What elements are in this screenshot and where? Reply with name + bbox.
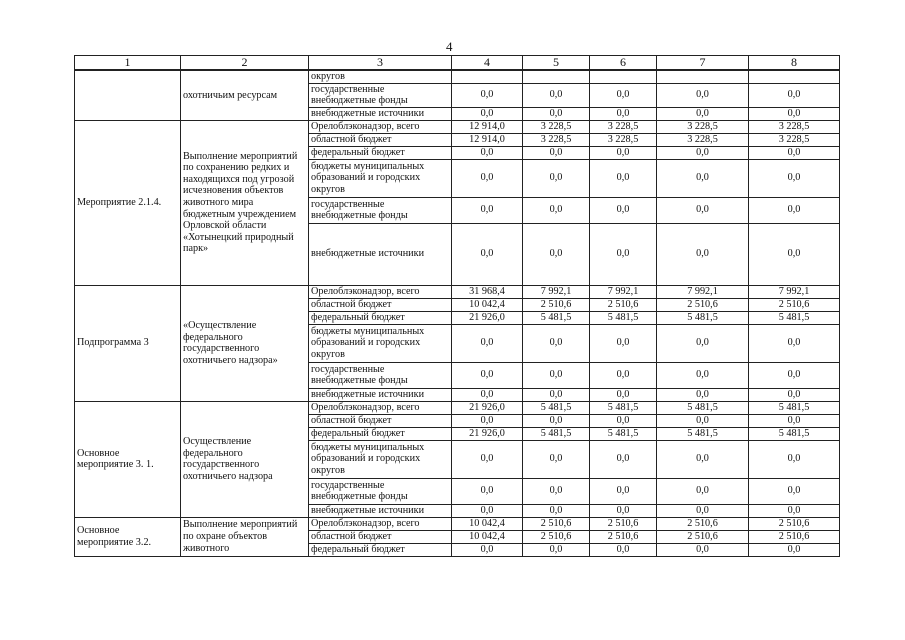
funding-source-cell: государственные внебюджетные фонды [309, 362, 452, 388]
funding-source-cell: Орелоблэконадзор, всего [309, 285, 452, 298]
amount-cell-col-4: 0,0 [452, 504, 523, 517]
funding-source-cell: бюджеты муниципальных образований и городских округов [309, 324, 452, 362]
amount-cell-col-6: 3 228,5 [590, 120, 657, 133]
header-col-1: 1 [75, 56, 181, 71]
funding-source-cell: областной бюджет [309, 530, 452, 543]
amount-cell-col-4 [452, 70, 523, 83]
program-name-cell: охотничьим ресурсам [181, 70, 309, 120]
amount-cell-col-4: 31 968,4 [452, 285, 523, 298]
header-col-5: 5 [523, 56, 590, 71]
amount-cell-col-8: 0,0 [749, 159, 840, 197]
amount-cell-col-7: 0,0 [657, 543, 749, 556]
amount-cell-col-4: 0,0 [452, 478, 523, 504]
amount-cell-col-8: 2 510,6 [749, 517, 840, 530]
amount-cell-col-5: 2 510,6 [523, 530, 590, 543]
table-row [75, 70, 840, 83]
amount-cell-col-8: 2 510,6 [749, 298, 840, 311]
amount-cell-col-6: 0,0 [590, 197, 657, 223]
funding-source-cell: внебюджетные источники [309, 107, 452, 120]
amount-cell-col-6: 5 481,5 [590, 311, 657, 324]
amount-cell-col-7: 2 510,6 [657, 530, 749, 543]
amount-cell-col-7: 0,0 [657, 197, 749, 223]
amount-cell-col-7: 0,0 [657, 324, 749, 362]
amount-cell-col-8 [749, 70, 840, 83]
header-col-4: 4 [452, 56, 523, 71]
amount-cell-col-6: 5 481,5 [590, 427, 657, 440]
amount-cell-col-7: 0,0 [657, 159, 749, 197]
amount-cell-col-7: 5 481,5 [657, 427, 749, 440]
header-col-6: 6 [590, 56, 657, 71]
amount-cell-col-5: 0,0 [523, 146, 590, 159]
amount-cell-col-4: 12 914,0 [452, 120, 523, 133]
program-code-cell: Основное мероприятие 3.2. [75, 517, 181, 556]
amount-cell-col-8: 3 228,5 [749, 120, 840, 133]
header-row [75, 56, 840, 71]
amount-cell-col-8: 0,0 [749, 362, 840, 388]
amount-cell-col-8: 0,0 [749, 324, 840, 362]
amount-cell-col-8: 0,0 [749, 543, 840, 556]
amount-cell-col-7: 0,0 [657, 478, 749, 504]
amount-cell-col-4: 0,0 [452, 324, 523, 362]
amount-cell-col-6: 0,0 [590, 362, 657, 388]
amount-cell-col-8: 5 481,5 [749, 311, 840, 324]
amount-cell-col-6 [590, 70, 657, 83]
amount-cell-col-8: 0,0 [749, 107, 840, 120]
funding-source-cell: внебюджетные источники [309, 504, 452, 517]
amount-cell-col-7: 2 510,6 [657, 298, 749, 311]
amount-cell-col-8: 0,0 [749, 83, 840, 107]
amount-cell-col-6: 0,0 [590, 83, 657, 107]
amount-cell-col-5: 0,0 [523, 440, 590, 478]
funding-source-cell: внебюджетные источники [309, 388, 452, 401]
amount-cell-col-4: 0,0 [452, 107, 523, 120]
header-col-2: 2 [181, 56, 309, 71]
amount-cell-col-5: 0,0 [523, 388, 590, 401]
amount-cell-col-5: 2 510,6 [523, 517, 590, 530]
amount-cell-col-5: 0,0 [523, 223, 590, 285]
amount-cell-col-7: 0,0 [657, 83, 749, 107]
funding-source-cell: государственные внебюджетные фонды [309, 197, 452, 223]
program-name-cell: «Осуществление федерального государственного охотничьего надзора» [181, 285, 309, 401]
amount-cell-col-5: 2 510,6 [523, 298, 590, 311]
amount-cell-col-7: 3 228,5 [657, 120, 749, 133]
amount-cell-col-5: 5 481,5 [523, 427, 590, 440]
table-body [75, 70, 840, 556]
funding-source-cell: государственные внебюджетные фонды [309, 478, 452, 504]
amount-cell-col-7: 0,0 [657, 388, 749, 401]
amount-cell-col-6: 0,0 [590, 388, 657, 401]
amount-cell-col-6: 0,0 [590, 223, 657, 285]
budget-table [74, 55, 840, 557]
amount-cell-col-5: 0,0 [523, 107, 590, 120]
amount-cell-col-7: 5 481,5 [657, 311, 749, 324]
funding-source-cell: округов [309, 70, 452, 83]
funding-source-cell: федеральный бюджет [309, 311, 452, 324]
amount-cell-col-5: 0,0 [523, 324, 590, 362]
amount-cell-col-5: 0,0 [523, 83, 590, 107]
amount-cell-col-5: 5 481,5 [523, 311, 590, 324]
amount-cell-col-6: 3 228,5 [590, 133, 657, 146]
amount-cell-col-6: 2 510,6 [590, 517, 657, 530]
amount-cell-col-5: 7 992,1 [523, 285, 590, 298]
amount-cell-col-7: 5 481,5 [657, 401, 749, 414]
amount-cell-col-7 [657, 70, 749, 83]
page-number: 4 [446, 39, 453, 54]
amount-cell-col-4: 21 926,0 [452, 311, 523, 324]
program-code-cell: Мероприятие 2.1.4. [75, 120, 181, 285]
amount-cell-col-8: 0,0 [749, 197, 840, 223]
amount-cell-col-5: 0,0 [523, 543, 590, 556]
amount-cell-col-6: 0,0 [590, 543, 657, 556]
funding-source-cell: Орелоблэконадзор, всего [309, 517, 452, 530]
amount-cell-col-6: 0,0 [590, 159, 657, 197]
amount-cell-col-7: 0,0 [657, 223, 749, 285]
funding-source-cell: Орелоблэконадзор, всего [309, 401, 452, 414]
amount-cell-col-4: 0,0 [452, 414, 523, 427]
amount-cell-col-6: 7 992,1 [590, 285, 657, 298]
program-code-cell: Подпрограмма 3 [75, 285, 181, 401]
amount-cell-col-4: 0,0 [452, 388, 523, 401]
amount-cell-col-8: 0,0 [749, 414, 840, 427]
amount-cell-col-5: 3 228,5 [523, 133, 590, 146]
amount-cell-col-4: 0,0 [452, 83, 523, 107]
amount-cell-col-4: 10 042,4 [452, 530, 523, 543]
amount-cell-col-5: 0,0 [523, 478, 590, 504]
funding-source-cell: федеральный бюджет [309, 146, 452, 159]
header-col-8: 8 [749, 56, 840, 71]
amount-cell-col-5: 0,0 [523, 504, 590, 517]
amount-cell-col-4: 10 042,4 [452, 517, 523, 530]
amount-cell-col-7: 3 228,5 [657, 133, 749, 146]
amount-cell-col-4: 10 042,4 [452, 298, 523, 311]
program-name-cell: Выполнение мероприятий по охране объектов животного [181, 517, 309, 556]
table-row [75, 285, 840, 298]
amount-cell-col-6: 0,0 [590, 324, 657, 362]
amount-cell-col-7: 7 992,1 [657, 285, 749, 298]
amount-cell-col-6: 0,0 [590, 440, 657, 478]
amount-cell-col-4: 0,0 [452, 197, 523, 223]
funding-source-cell: государственные внебюджетные фонды [309, 83, 452, 107]
amount-cell-col-8: 5 481,5 [749, 401, 840, 414]
funding-source-cell: федеральный бюджет [309, 543, 452, 556]
amount-cell-col-5: 3 228,5 [523, 120, 590, 133]
amount-cell-col-7: 2 510,6 [657, 517, 749, 530]
amount-cell-col-6: 2 510,6 [590, 530, 657, 543]
amount-cell-col-7: 0,0 [657, 146, 749, 159]
amount-cell-col-8: 0,0 [749, 388, 840, 401]
amount-cell-col-8: 0,0 [749, 440, 840, 478]
program-name-cell: Осуществление федерального государственного охотничьего надзора [181, 401, 309, 517]
amount-cell-col-5 [523, 70, 590, 83]
amount-cell-col-4: 0,0 [452, 223, 523, 285]
amount-cell-col-5: 0,0 [523, 197, 590, 223]
funding-source-cell: федеральный бюджет [309, 427, 452, 440]
amount-cell-col-8: 0,0 [749, 146, 840, 159]
table-row [75, 120, 840, 133]
amount-cell-col-4: 0,0 [452, 159, 523, 197]
table-row [75, 517, 840, 530]
amount-cell-col-7: 0,0 [657, 440, 749, 478]
funding-source-cell: областной бюджет [309, 133, 452, 146]
amount-cell-col-8: 0,0 [749, 223, 840, 285]
amount-cell-col-6: 0,0 [590, 414, 657, 427]
amount-cell-col-8: 3 228,5 [749, 133, 840, 146]
amount-cell-col-7: 0,0 [657, 362, 749, 388]
amount-cell-col-4: 21 926,0 [452, 401, 523, 414]
amount-cell-col-6: 2 510,6 [590, 298, 657, 311]
amount-cell-col-5: 0,0 [523, 362, 590, 388]
amount-cell-col-7: 0,0 [657, 504, 749, 517]
amount-cell-col-6: 0,0 [590, 146, 657, 159]
program-name-cell: Выполнение мероприятий по сохранению редких и находящихся под угрозой исчезновения объектов животного мира бюджетным учреждением Орловской области «Хотынецкий природный парк» [181, 120, 309, 285]
table-row [75, 401, 840, 414]
funding-source-cell: внебюджетные источники [309, 223, 452, 285]
amount-cell-col-4: 0,0 [452, 440, 523, 478]
amount-cell-col-7: 0,0 [657, 414, 749, 427]
amount-cell-col-8: 7 992,1 [749, 285, 840, 298]
amount-cell-col-4: 21 926,0 [452, 427, 523, 440]
amount-cell-col-6: 0,0 [590, 107, 657, 120]
header-col-7: 7 [657, 56, 749, 71]
amount-cell-col-4: 0,0 [452, 543, 523, 556]
header-col-3: 3 [309, 56, 452, 71]
funding-source-cell: областной бюджет [309, 298, 452, 311]
funding-source-cell: бюджеты муниципальных образований и городских округов [309, 159, 452, 197]
amount-cell-col-6: 0,0 [590, 504, 657, 517]
amount-cell-col-8: 0,0 [749, 478, 840, 504]
amount-cell-col-5: 5 481,5 [523, 401, 590, 414]
amount-cell-col-5: 0,0 [523, 159, 590, 197]
amount-cell-col-8: 0,0 [749, 504, 840, 517]
amount-cell-col-7: 0,0 [657, 107, 749, 120]
funding-source-cell: Орелоблэконадзор, всего [309, 120, 452, 133]
program-code-cell [75, 70, 181, 120]
amount-cell-col-8: 5 481,5 [749, 427, 840, 440]
amount-cell-col-8: 2 510,6 [749, 530, 840, 543]
funding-source-cell: бюджеты муниципальных образований и городских округов [309, 440, 452, 478]
amount-cell-col-6: 5 481,5 [590, 401, 657, 414]
amount-cell-col-4: 0,0 [452, 146, 523, 159]
amount-cell-col-4: 12 914,0 [452, 133, 523, 146]
program-code-cell: Основное мероприятие 3. 1. [75, 401, 181, 517]
amount-cell-col-6: 0,0 [590, 478, 657, 504]
amount-cell-col-4: 0,0 [452, 362, 523, 388]
amount-cell-col-5: 0,0 [523, 414, 590, 427]
funding-source-cell: областной бюджет [309, 414, 452, 427]
